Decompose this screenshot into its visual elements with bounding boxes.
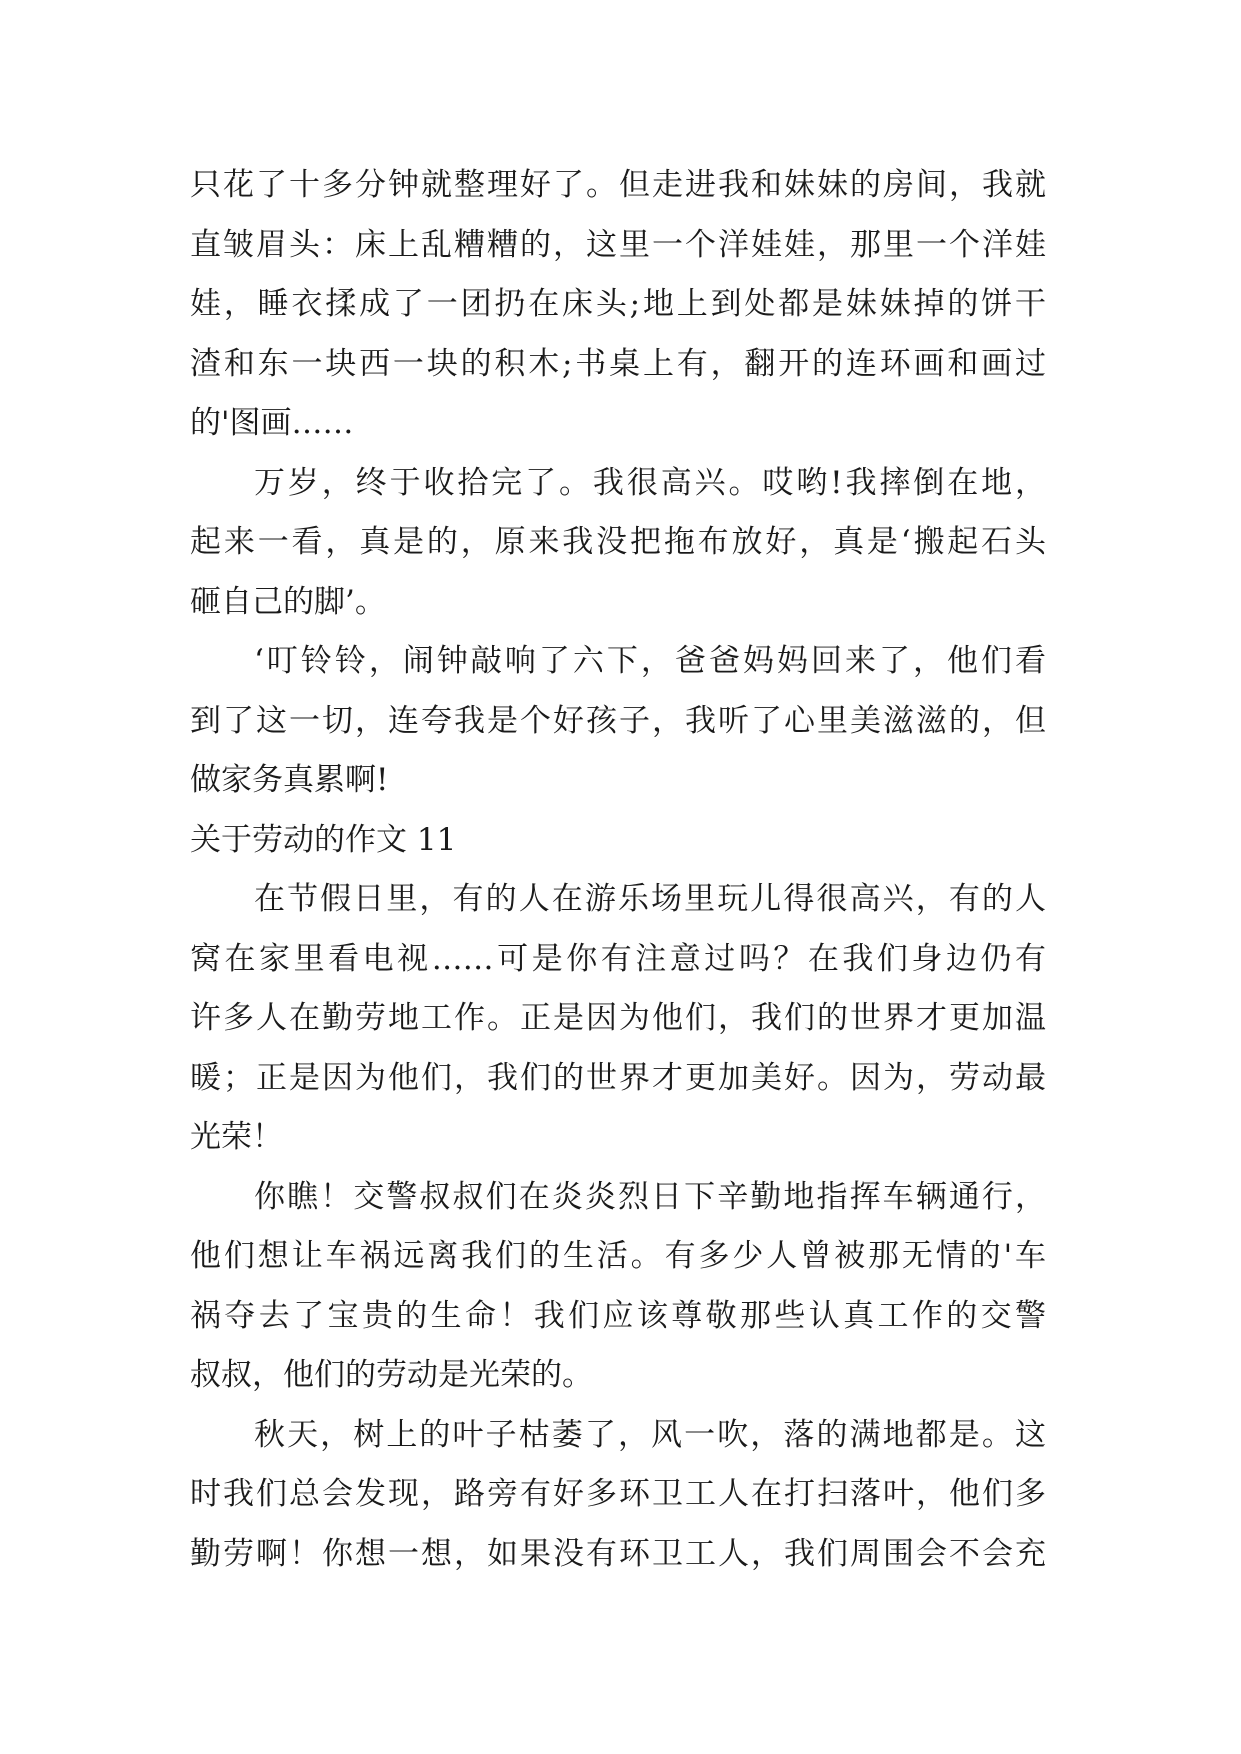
paragraph-first-line: ‘叮铃铃，闹钟敲响了六下，爸爸妈妈回来了，他们看 bbox=[254, 643, 1046, 679]
document-body bbox=[190, 156, 1046, 1584]
text-line: 时我们总会发现，路旁有好多环卫工人在打扫落叶，他们多 bbox=[190, 1476, 1046, 1512]
text-line: 娃，睡衣揉成了一团扔在床头;地上到处都是妹妹掉的饼干 bbox=[190, 286, 1046, 322]
text-line: 他们想让车祸远离我们的生活。有多少人曾被那无情的'车 bbox=[190, 1238, 1046, 1274]
text-line: 做家务真累啊! bbox=[190, 762, 389, 798]
text-line: 光荣！ bbox=[190, 1119, 283, 1155]
text-line: 祸夺去了宝贵的生命！我们应该尊敬那些认真工作的交警 bbox=[190, 1297, 1046, 1334]
text-line: 渣和东一块西一块的积木;书桌上有，翻开的连环画和画过 bbox=[190, 345, 1046, 382]
section-heading: 关于劳动的作文 11 bbox=[190, 821, 457, 858]
text-line: 起来一看，真是的，原来我没把拖布放好，真是‘搬起石头 bbox=[190, 524, 1046, 560]
text-line: 砸自己的脚’。 bbox=[190, 583, 386, 620]
text-line: 直皱眉头：床上乱糟糟的，这里一个洋娃娃，那里一个洋娃 bbox=[190, 226, 1046, 263]
text-line: 到了这一切，连夸我是个好孩子，我听了心里美滋滋的，但 bbox=[190, 702, 1046, 739]
text-line: 只花了十多分钟就整理好了。但走进我和妹妹的房间，我就 bbox=[190, 167, 1046, 203]
text-line: 许多人在勤劳地工作。正是因为他们，我们的世界才更加温 bbox=[190, 1000, 1046, 1036]
text-line: 暖；正是因为他们，我们的世界才更加美好。因为，劳动最 bbox=[190, 1059, 1046, 1096]
text-line: 的'图画…… bbox=[190, 405, 354, 441]
text-line: 窝在家里看电视……可是你有注意过吗？在我们身边仍有 bbox=[190, 940, 1046, 977]
text-line: 叔叔，他们的劳动是光荣的。 bbox=[190, 1357, 593, 1393]
text-line: 勤劳啊！你想一想，如果没有环卫工人，我们周围会不会充 bbox=[190, 1535, 1046, 1572]
paragraph-first-line: 万岁，终于收拾完了。我很高兴。哎哟!我摔倒在地， bbox=[254, 464, 1046, 501]
paragraph-first-line: 在节假日里，有的人在游乐场里玩儿得很高兴，有的人 bbox=[254, 881, 1046, 917]
paragraph-first-line: 秋天，树上的叶子枯萎了，风一吹，落的满地都是。这 bbox=[254, 1416, 1046, 1453]
paragraph-first-line: 你瞧！交警叔叔们在炎炎烈日下辛勤地指挥车辆通行， bbox=[254, 1178, 1046, 1215]
